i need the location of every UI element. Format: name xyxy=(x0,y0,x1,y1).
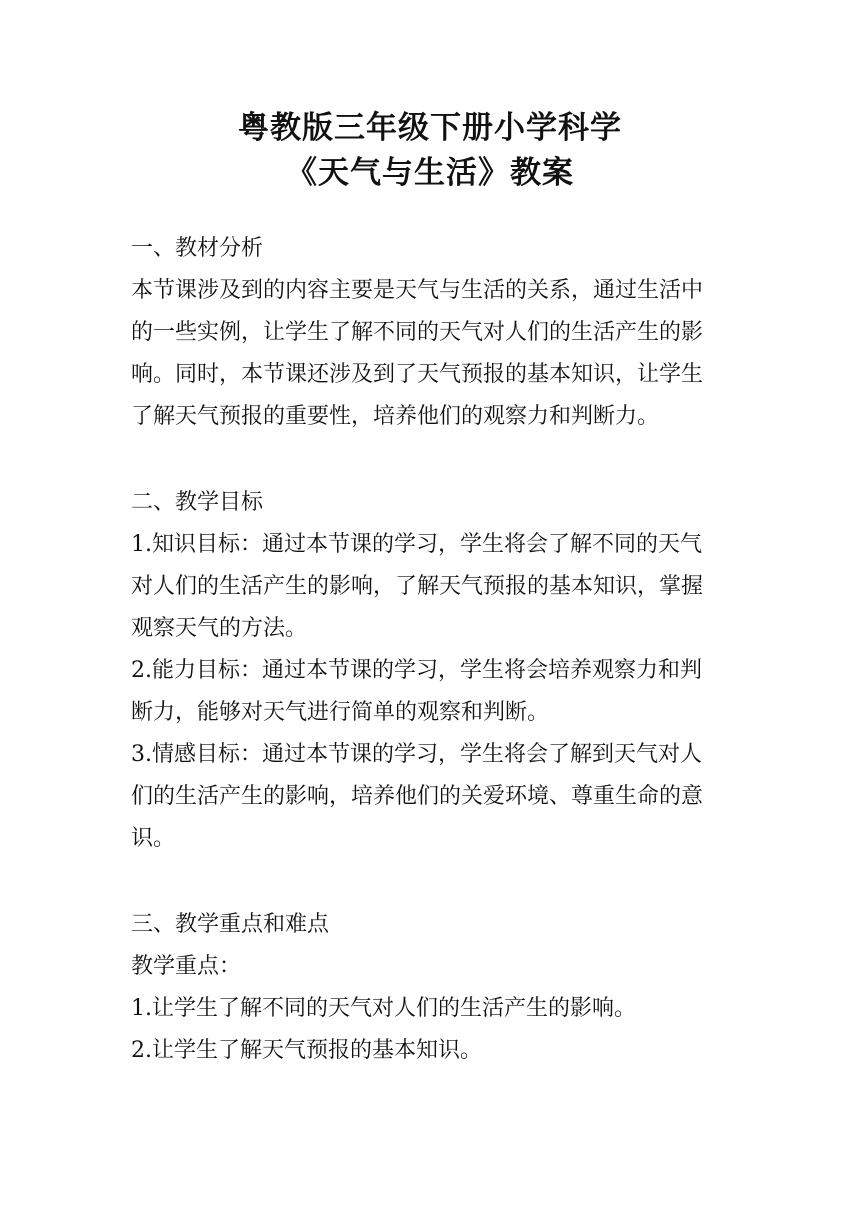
document-body xyxy=(131,228,731,1072)
section-heading-teaching-goals: 二、教学目标 xyxy=(131,490,264,515)
paragraph-line: 断力，能够对天气进行简单的观察和判断。 xyxy=(131,700,550,725)
section-heading-textbook-analysis: 一、教材分析 xyxy=(131,236,264,261)
paragraph-line: 教学重点： xyxy=(131,954,242,979)
paragraph-line: 响。同时，本节课还涉及到了天气预报的基本知识，让学生 xyxy=(131,362,704,387)
paragraph-line: 识。 xyxy=(131,826,176,851)
document-title-line2: 《天气与生活》教案 xyxy=(286,155,574,191)
paragraph-line: 的一些实例，让学生了解不同的天气对人们的生活产生的影 xyxy=(131,320,704,345)
paragraph-line: 对人们的生活产生的影响，了解天气预报的基本知识，掌握 xyxy=(131,574,704,599)
paragraph-line: 1.知识目标：通过本节课的学习，学生将会了解不同的天气 xyxy=(131,532,702,557)
paragraph-line: 2.让学生了解天气预报的基本知识。 xyxy=(131,1038,482,1063)
document-title-line1: 粤教版三年级下册小学科学 xyxy=(238,110,622,146)
paragraph-line: 们的生活产生的影响，培养他们的关爱环境、尊重生命的意 xyxy=(131,784,704,809)
paragraph-line: 2.能力目标：通过本节课的学习，学生将会培养观察力和判 xyxy=(131,658,702,683)
blank-line xyxy=(131,860,731,904)
paragraph-line: 本节课涉及到的内容主要是天气与生活的关系，通过生活中 xyxy=(131,278,704,303)
paragraph-line: 1.让学生了解不同的天气对人们的生活产生的影响。 xyxy=(131,996,636,1021)
blank-line xyxy=(131,438,731,482)
paragraph-line: 观察天气的方法。 xyxy=(131,616,308,641)
paragraph-line: 3.情感目标：通过本节课的学习，学生将会了解到天气对人 xyxy=(131,742,702,767)
paragraph-line: 了解天气预报的重要性，培养他们的观察力和判断力。 xyxy=(131,404,660,429)
section-heading-key-points: 三、教学重点和难点 xyxy=(131,912,330,937)
